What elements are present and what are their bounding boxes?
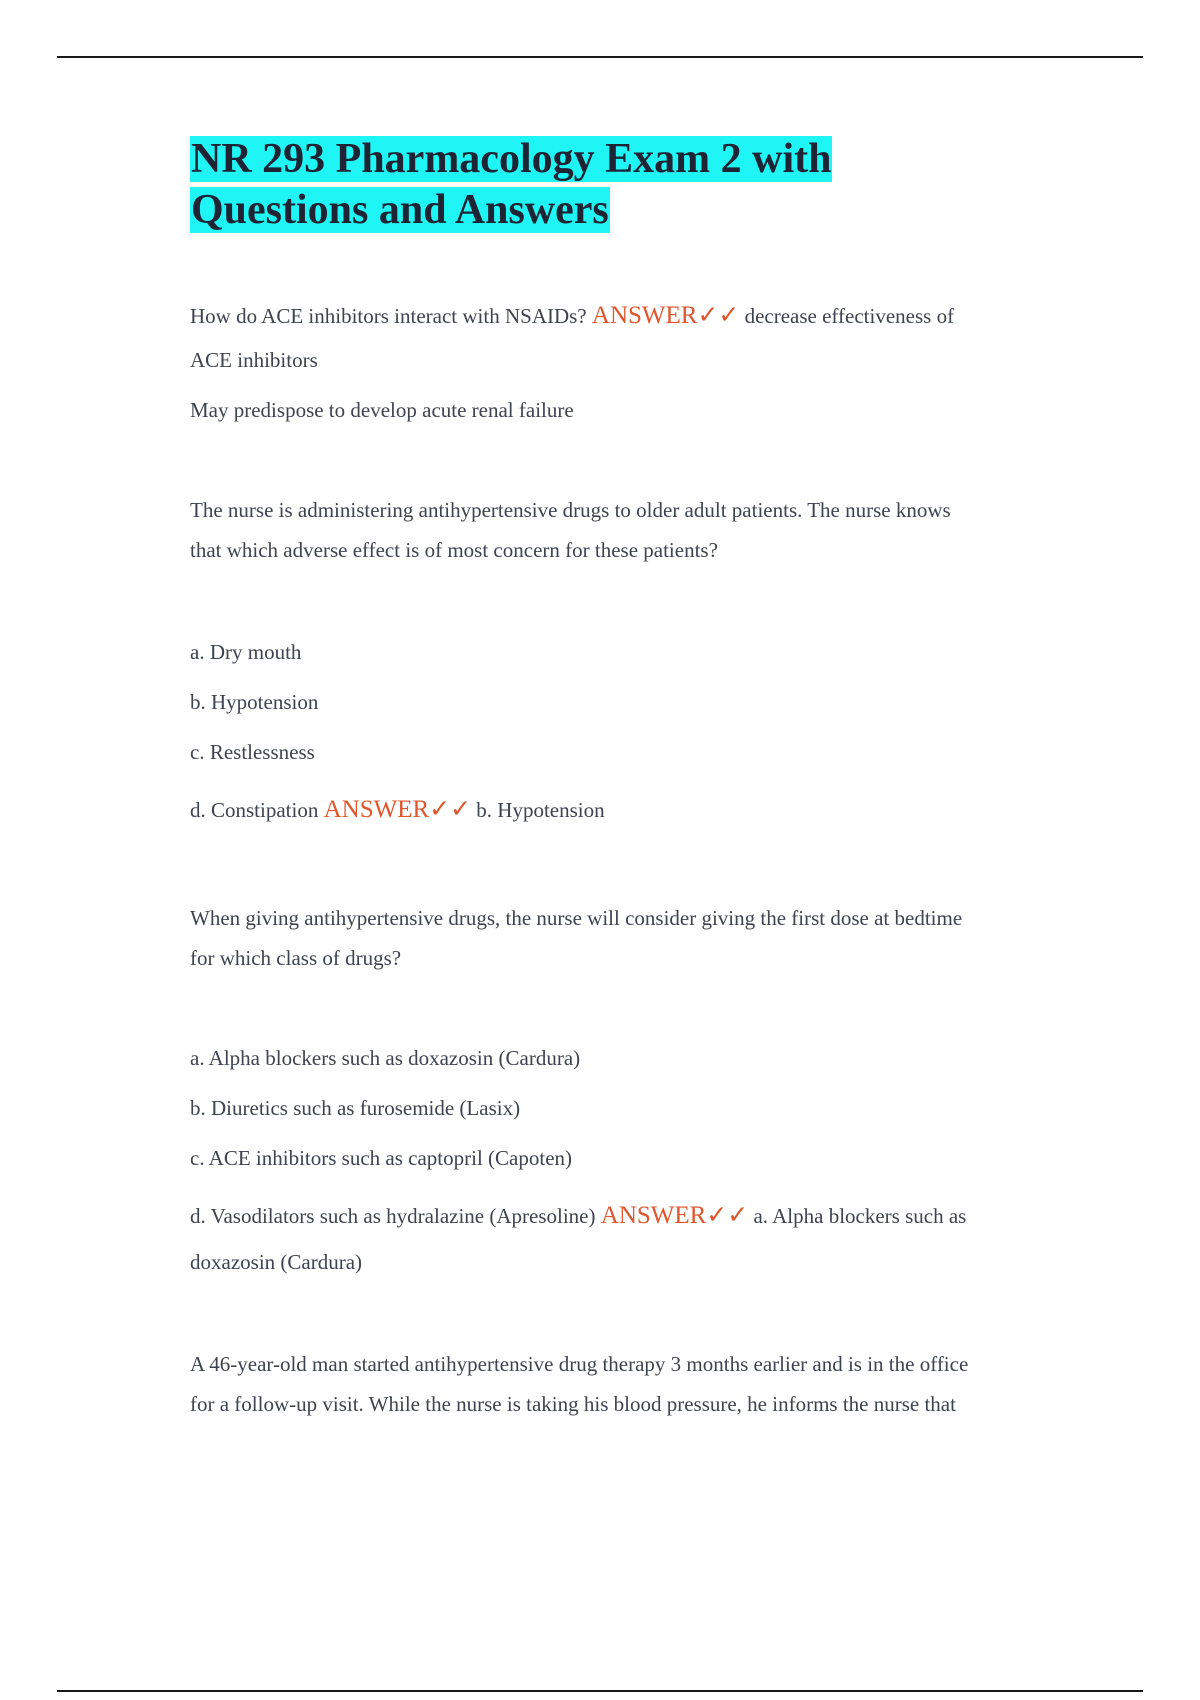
q4-stem-line-1: A 46-year-old man started antihypertensive drug therapy 3 months earlier and is in the office: [190, 1352, 969, 1376]
q3-option-a: a. Alpha blockers such as doxazosin (Cardura): [190, 1046, 581, 1070]
q1-answer-part-1: decrease effectiveness of: [744, 304, 955, 328]
q1-answer-line-3: May predispose to develop acute renal failure: [190, 398, 574, 422]
q3-answer-part-1: a. Alpha blockers such as: [753, 1204, 967, 1228]
q2-option-d: d. Constipation: [190, 798, 319, 822]
q3-answer-line-2: doxazosin (Cardura): [190, 1250, 363, 1274]
answer-marker: ANSWER✓✓: [591, 302, 740, 329]
q2-stem-line-1: The nurse is administering antihypertensive drugs to older adult patients. The nurse knows: [190, 498, 951, 522]
q4-stem-line-2: for a follow-up visit. While the nurse is taking his blood pressure, he informs the nurse that: [190, 1392, 956, 1416]
q2-answer: b. Hypotension: [476, 798, 605, 822]
q3-option-d: d. Vasodilators such as hydralazine (Apresoline): [190, 1204, 596, 1228]
answer-marker: ANSWER✓✓: [323, 796, 472, 823]
q3-option-c: c. ACE inhibitors such as captopril (Capoten): [190, 1146, 573, 1170]
q2-option-c: c. Restlessness: [190, 740, 315, 764]
document-page: [190, 134, 1050, 1416]
q3-stem-line-2: for which class of drugs?: [190, 946, 402, 970]
header-rule: [57, 56, 1143, 58]
q1-question: How do ACE inhibitors interact with NSAIDs?: [190, 304, 587, 328]
answer-marker: ANSWER✓✓: [600, 1202, 749, 1229]
q2-stem-line-2: that which adverse effect is of most concern for these patients?: [190, 538, 718, 562]
q1-answer-line-2: ACE inhibitors: [190, 348, 318, 372]
title-line-1: NR 293 Pharmacology Exam 2 with: [191, 136, 832, 182]
q1-question-line: [190, 296, 954, 336]
q2-option-d-line: [190, 790, 605, 830]
q3-stem-line-1: When giving antihypertensive drugs, the nurse will consider giving the first dose at bedtime: [190, 906, 963, 930]
document-title: [190, 134, 1050, 236]
q3-option-b: b. Diuretics such as furosemide (Lasix): [190, 1096, 521, 1120]
q3-option-d-line: [190, 1196, 966, 1236]
title-line-2: Questions and Answers: [191, 187, 609, 233]
q2-option-b: b. Hypotension: [190, 690, 319, 714]
footer-rule: [57, 1690, 1143, 1692]
q2-option-a: a. Dry mouth: [190, 640, 302, 664]
